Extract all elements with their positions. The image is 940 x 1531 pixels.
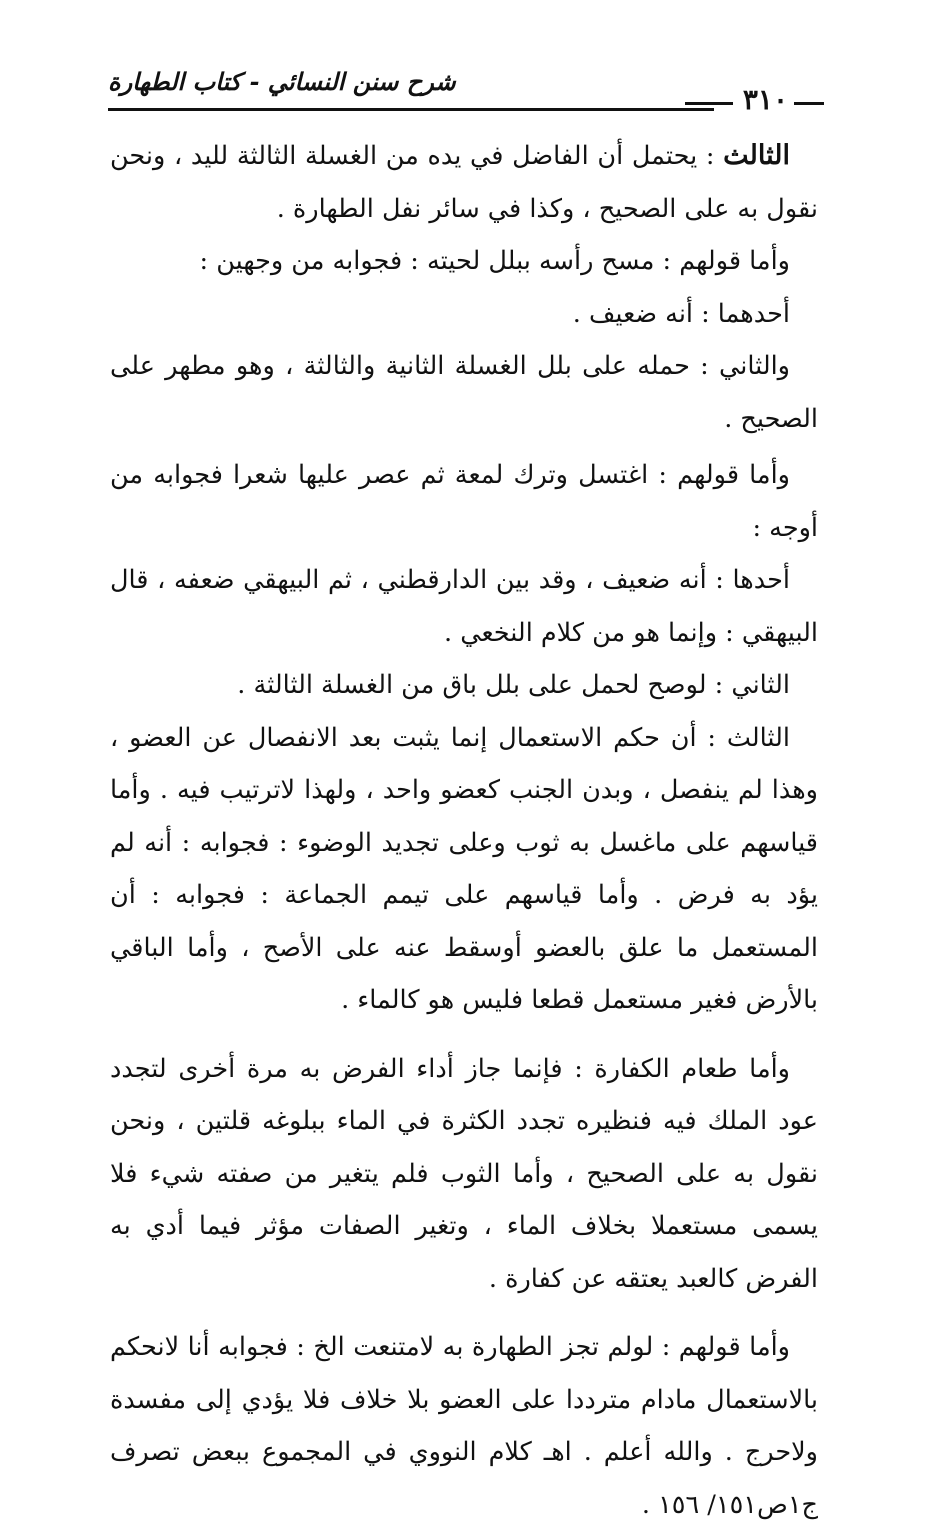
paragraph-third-reply <box>110 130 818 235</box>
paragraph-final-reply: وأما قولهم : لولم تجز الطهارة به لامتنعت الخ : فجوابه أنا لانحكم بالاستعمال مادام مترددا على العضو بلا خلاف فلا يؤدي إلى مفسدة ولاحرج . والله أعلم . اهـ كلام النووي في المجموع ببعض تصرف ج١ص١٥١/ ١٥٦ . <box>110 1332 818 1520</box>
running-title: شرح سنن النسائي - كتاب الطهارة <box>108 67 456 96</box>
body-text <box>110 130 818 1531</box>
paragraph-lum-a: وأما قولهم : اغتسل وترك لمعة ثم عصر عليها شعرا فجوابه من أوجه : <box>110 460 818 543</box>
paragraph-head-wipe: وأما قولهم : مسح رأسه ببلل لحيته : فجوابه من وجهين : <box>199 246 790 276</box>
header-rule <box>108 108 714 111</box>
paragraph-first-answer: أحدهما : أنه ضعيف . <box>572 298 790 329</box>
paragraph-second-point: الثاني : لوصح لحمل على بلل باق من الغسلة الثالثة . <box>237 670 790 700</box>
paragraph-weakness: أحدها : أنه ضعيف ، وقد بين الدارقطني ، ثم البيهقي ضعفه ، قال البيهقي : وإنما هو من كلام النخعي . <box>110 565 818 648</box>
paragraph-text: : يحتمل أن الفاضل في يده من الغسلة الثالثة لليد ، ونحن نقول به على الصحيح ، وكذا في سائر نفل الطهارة . <box>110 141 818 224</box>
section-lead-word: الثالث <box>723 140 790 171</box>
paragraph-second-answer: والثاني : حمله على بلل الغسلة الثانية والثالثة ، وهو مطهر على الصحيح . <box>110 351 818 434</box>
paragraph-third-point: الثالث : أن حكم الاستعمال إنما يثبت بعد الانفصال عن العضو ، وهذا لم ينفصل ، وبدن الجنب كعضو واحد ، ولهذا لاترتيب فيه . وأما قياسهم على ماغسل به ثوب وعلى تجديد الوضوء : فجوابه : أنه لم يؤد به فرض . وأما قياسهم على تيمم الجماعة : فجوابه : أن المستعمل ما علق بالعضو أوسقط عنه على الأصح ، وأما الباقي بالأرض فغير مستعمل قطعا فليس هو كالماء . <box>110 722 818 1015</box>
page-header <box>108 67 822 116</box>
page-number: ٣١٠ <box>742 83 788 116</box>
paragraph-expiation-food: وأما طعام الكفارة : فإنما جاز أداء الفرض به مرة أخرى لتجدد عود الملك فيه فنظيره تجدد الكثرة في الماء ببلوغه قلتين ، ونحن نقول به على الصحيح ، وأما الثوب فلم يتغير من صفته شيء فلا يسمى مستعملا بخلاف الماء ، وتغير الصفات مؤثر فيما أدي به الفرض كالعبد يعتقه عن كفارة . <box>110 1053 818 1294</box>
